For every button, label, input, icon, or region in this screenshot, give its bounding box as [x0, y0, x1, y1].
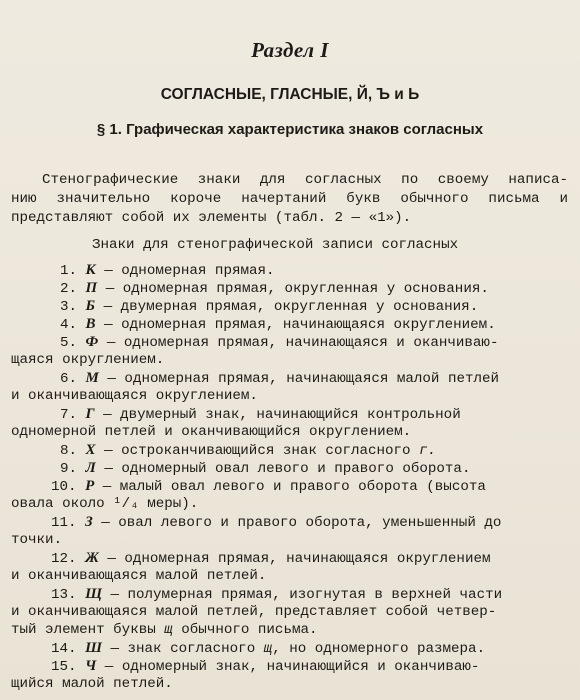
intro-line: нию значительно короче начертаний букв обычного письма и [11, 191, 568, 207]
list-item: 9. Л — одномерный овал левого и правого оборота. [60, 460, 471, 477]
intro-line: представляют собой их элементы (табл. 2 — «1»). [11, 210, 412, 226]
chapter-title: СОГЛАСНЫЕ, ГЛАСНЫЕ, Й, Ъ и Ь [160, 86, 420, 103]
list-item: 6. М — одномерная прямая, начинающаяся малой петлей [60, 370, 500, 387]
list-item: 11. З — овал левого и правого оборота, уменьшенный до [51, 514, 502, 531]
list-item-cont: точки. [11, 532, 63, 548]
list-item: 2. П — одномерная прямая, округленная у основания. [60, 280, 489, 297]
list-item: 3. Б — двумерная прямая, округленная у основания. [60, 298, 479, 315]
list-item-cont: одномерной петлей и оканчивающийся округлением. [11, 424, 412, 440]
list-item-cont: и оканчивающаяся округлением. [11, 388, 258, 404]
letter: З [85, 514, 93, 530]
letter: Ж [85, 550, 99, 566]
letter: Г [85, 406, 95, 422]
letter: Ф [85, 334, 99, 350]
list-item: 10. Р — малый овал левого и правого оборота (высота [51, 478, 486, 495]
letter: Ш [85, 640, 102, 656]
list-item: 12. Ж — одномерная прямая, начинающаяся округлением [51, 550, 491, 567]
paragraph-heading: § 1. Графическая характеристика знаков согласных [96, 121, 484, 138]
letter: Х [85, 442, 96, 458]
list-item: 13. Щ — полумерная прямая, изогнутая в верхней части [51, 586, 503, 603]
list-item-cont: и оканчивающаяся малой петлей. [11, 568, 267, 584]
list-item-cont: тый элемент буквы щ обычного письма. [11, 622, 318, 638]
list-item: 5. Ф — одномерная прямая, начинающаяся и оканчиваю- [60, 334, 499, 351]
list-item-cont: и оканчивающаяся малой петлей, представляет собой четвер- [11, 604, 497, 620]
list-item-cont: овала около ¹/₄ меры). [11, 496, 199, 512]
letter: Ч [85, 658, 97, 674]
list-item: 15. Ч — одномерный знак, начинающийся и оканчиваю- [51, 658, 480, 675]
letter: М [85, 370, 99, 386]
letter: В [85, 316, 96, 332]
list-item-cont: щийся малой петлей. [11, 676, 173, 692]
letter: Б [85, 298, 96, 314]
list-heading: Знаки для стенографической записи согласных [92, 237, 459, 253]
intro-line: Стенографические знаки для согласных по своему написа- [42, 172, 568, 188]
list-item: 14. Ш — знак согласного щ, но одномерного размера. [51, 640, 486, 657]
letter: Р [85, 478, 95, 494]
list-item: 7. Г — двумерный знак, начинающийся контрольной [60, 406, 461, 423]
letter: К [85, 262, 96, 278]
letter: Щ [85, 586, 102, 602]
letter: Л [85, 460, 96, 476]
list-item: 8. Х — остроканчивающийся знак согласного г. [60, 442, 437, 459]
section-title: Раздел I [251, 38, 329, 62]
list-item: 4. В — одномерная прямая, начинающаяся округлением. [60, 316, 496, 333]
letter: П [85, 280, 98, 296]
list-item: 1. К — одномерная прямая. [60, 262, 275, 279]
list-item-cont: щаяся округлением. [11, 352, 165, 368]
